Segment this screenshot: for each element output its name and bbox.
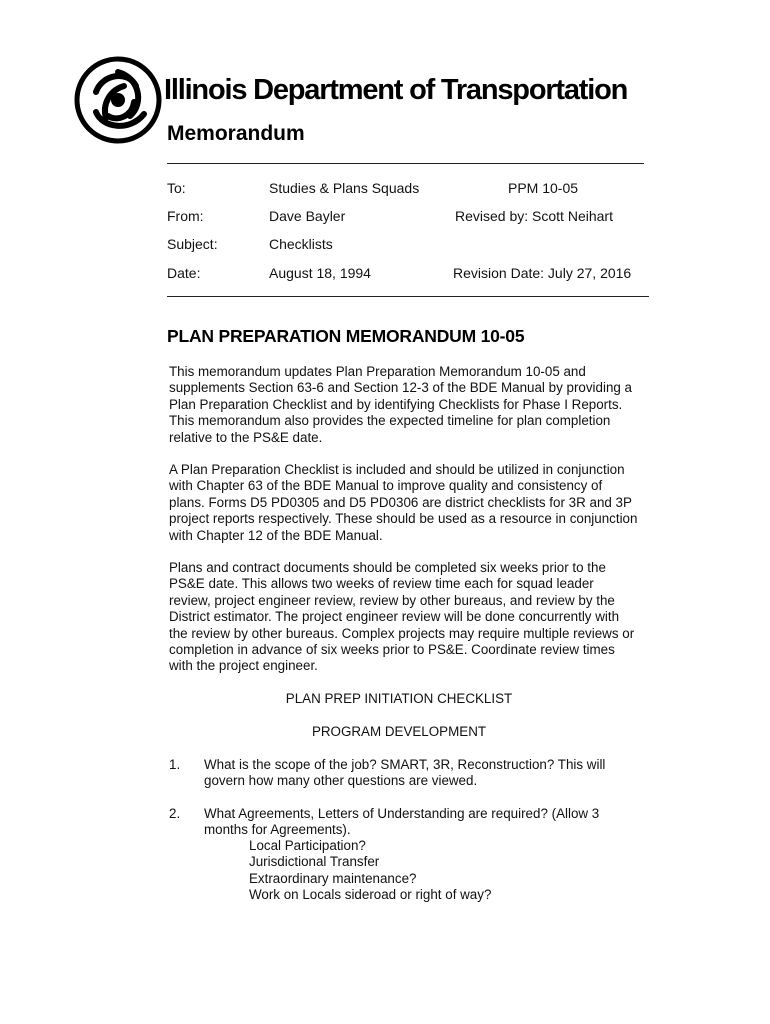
text-line: completion in advance of six weeks prior to PS&E. Coordinate review times: [169, 642, 615, 658]
to-label: To:: [167, 180, 186, 196]
text-line: months for Agreements).: [204, 822, 351, 838]
text-line: supplements Section 63-6 and Section 12-3 of the BDE Manual by providing a: [169, 380, 633, 396]
text-line: review, project engineer review, review by other bureaus, and review by the: [169, 592, 615, 608]
sub-item-list: [249, 838, 491, 904]
sub-item: Jurisdictional Transfer: [249, 854, 380, 870]
text-line: Plans and contract documents should be completed six weeks prior to the: [169, 560, 606, 575]
sub-item: Extraordinary maintenance?: [249, 870, 417, 886]
text-line: Plan Preparation Checklist and by identifying Checklists for Phase I Reports.: [169, 396, 623, 412]
subject-label: Subject:: [167, 236, 218, 252]
text-line: the review by other bureaus. Complex projects may require multiple reviews or: [169, 625, 635, 641]
date-value: August 18, 1994: [269, 265, 371, 281]
text-line: plans. Forms D5 PD0305 and D5 PD0306 are district checklists for 3R and 3P: [169, 494, 632, 510]
text-line: with Chapter 12 of the BDE Manual.: [169, 527, 383, 543]
text-line: What Agreements, Letters of Understanding are required? (Allow 3: [204, 806, 600, 821]
org-name: Illinois Department of Transportation: [164, 74, 628, 106]
revision-date: Revision Date: July 27, 2016: [453, 265, 632, 281]
paragraph: [169, 560, 661, 675]
to-value: Studies & Plans Squads: [269, 180, 420, 196]
date-label: Date:: [167, 265, 201, 281]
revised-by: Revised by: Scott Neihart: [455, 208, 613, 224]
ppm-number: PPM 10-05: [508, 180, 579, 196]
text-line: with the project engineer.: [169, 658, 318, 674]
from-value: Dave Bayler: [269, 208, 346, 224]
text-line: A Plan Preparation Checklist is included and should be utilized in conjunction: [169, 462, 625, 477]
subject-value: Checklists: [269, 236, 333, 252]
list-item-number: 2.: [169, 806, 181, 821]
from-label: From:: [167, 208, 204, 224]
list-item: [204, 806, 664, 839]
header-divider-bottom: [167, 296, 649, 297]
checklist-title: PLAN PREP INITIATION CHECKLIST: [285, 691, 513, 706]
text-line: govern how many other questions are viewed.: [204, 773, 478, 789]
paragraph: [169, 364, 661, 446]
sub-item: Local Participation?: [249, 838, 366, 853]
list-item: [204, 757, 664, 790]
text-line: This memorandum updates Plan Preparation Memorandum 10-05 and: [169, 364, 586, 379]
document-heading: PLAN PREPARATION MEMORANDUM 10-05: [167, 326, 525, 346]
text-line: PS&E date. This allows two weeks of review time each for squad leader: [169, 576, 594, 592]
text-line: This memorandum also provides the expected timeline for plan completion: [169, 413, 611, 429]
section-title: PROGRAM DEVELOPMENT: [311, 724, 487, 739]
sub-item: Work on Locals sideroad or right of way?: [249, 887, 492, 903]
text-line: with Chapter 63 of the BDE Manual to improve quality and consistency of: [169, 478, 603, 494]
text-line: project reports respectively. These should be used as a resource in conjunction: [169, 511, 638, 527]
text-line: relative to the PS&E date.: [169, 429, 323, 445]
text-line: District estimator. The project engineer review will be done concurrently with: [169, 609, 620, 625]
header-divider-top: [167, 163, 644, 164]
idot-logo-icon: [74, 56, 162, 144]
text-line: What is the scope of the job? SMART, 3R, Reconstruction? This will: [204, 757, 606, 772]
list-item-number: 1.: [169, 757, 181, 772]
paragraph: [169, 462, 661, 544]
memo-title: Memorandum: [167, 122, 305, 145]
